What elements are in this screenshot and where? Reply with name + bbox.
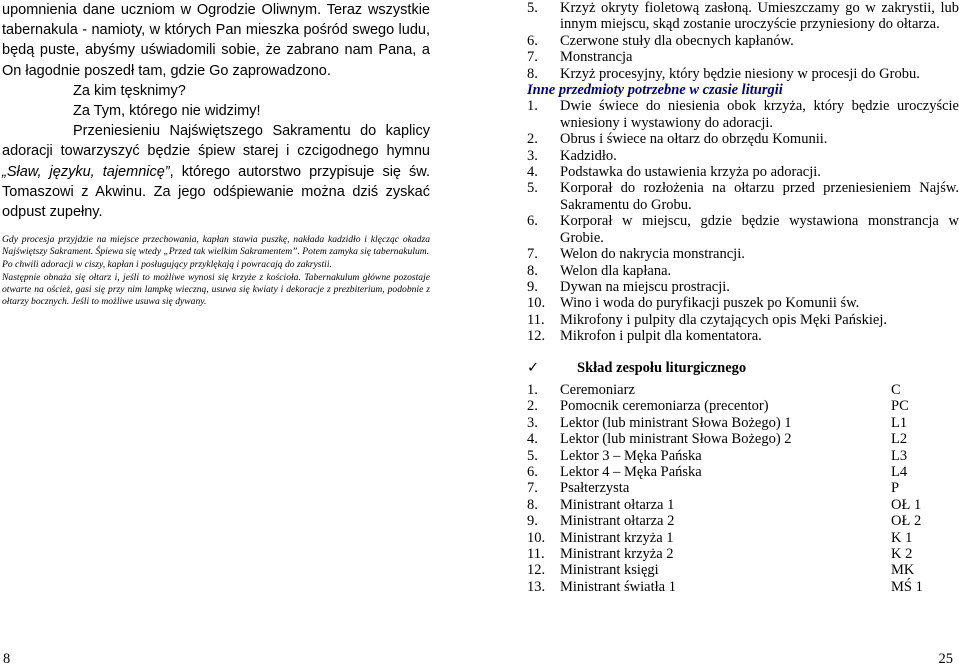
item-number: 5. (527, 180, 538, 197)
list-item (527, 279, 959, 295)
list-item (527, 180, 959, 213)
role-name: Pomocnik ceremoniarza (precentor) (560, 398, 769, 415)
question-line-1: Za kim tęsknimy? (73, 82, 186, 99)
item-number: 3. (527, 147, 538, 164)
list-item (527, 246, 959, 262)
role-row (527, 415, 959, 431)
item-number: 13. (527, 578, 546, 595)
item-number: 5. (527, 0, 538, 16)
list-item (527, 148, 959, 164)
page-number-left: 8 (3, 651, 11, 667)
role-name: Ministrant krzyża 1 (560, 529, 674, 546)
item-text: Mikrofon i pulpit dla komentatora. (560, 328, 762, 345)
role-code: PC (891, 398, 909, 415)
item-text: Kadzidło. (560, 147, 617, 164)
item-number: 10. (527, 295, 546, 312)
role-code: C (891, 381, 901, 398)
role-code: MŚ 1 (891, 578, 923, 595)
question-line-2: Za Tym, którego nie widzimy! (73, 103, 261, 120)
item-number: 2. (527, 398, 538, 415)
right-column (527, 0, 959, 595)
item-number: 3. (527, 414, 538, 431)
role-row (527, 398, 959, 414)
item-number: 9. (527, 278, 538, 295)
item-number: 7. (527, 49, 538, 66)
role-name: Lektor 3 – Męka Pańska (560, 447, 702, 464)
role-row (527, 546, 959, 562)
role-name: Ministrant ołtarza 2 (560, 513, 675, 530)
role-name: Psałterzysta (560, 480, 630, 497)
item-number: 4. (527, 431, 538, 448)
item-number: 7. (527, 246, 538, 263)
checkmark-icon: ✓ (527, 359, 540, 376)
item-text: Welon do nakrycia monstrancji. (560, 246, 745, 263)
role-name: Ministrant światła 1 (560, 578, 676, 595)
role-row (527, 530, 959, 546)
team-title: Skład zespołu liturgicznego (577, 359, 747, 376)
list-item (527, 312, 959, 328)
hymn-title: „Sław, języku, tajemnicę” (2, 163, 170, 180)
intro-paragraph: upomnienia dane uczniom w Ogrodzie Oliwnym. Teraz wszystkie tabernakula - namioty, w których Pan mieszka pośród swego ludu, będą puste, abyśmy uświadomili sobie, że zabrano nam Pana, a On łagodnie poszedł tam, gdzie Go zaprowadzono. (2, 2, 430, 79)
item-number: 8. (527, 496, 538, 513)
role-code: P (891, 480, 900, 497)
item-text: Welon dla kapłana. (560, 262, 672, 279)
items-list-b (527, 98, 959, 344)
section-title: Inne przedmioty potrzebne w czasie liturgii (527, 82, 783, 99)
item-text: Mikrofony i pulpity dla czytających opis Męki Pańskiej. (560, 311, 887, 328)
role-name: Ministrant ołtarza 1 (560, 496, 675, 513)
item-number: 4. (527, 164, 538, 181)
item-number: 1. (527, 381, 538, 398)
role-code: OŁ 1 (891, 496, 922, 513)
list-item (527, 164, 959, 180)
role-code: L2 (891, 431, 908, 448)
item-number: 12. (527, 562, 546, 579)
list-item (527, 33, 959, 49)
list-item (527, 98, 959, 131)
list-item (527, 66, 959, 82)
item-text: Krzyż procesyjny, który będzie niesiony w procesji do Grobu. (560, 65, 920, 82)
rubric-block (2, 234, 430, 308)
role-code: L3 (891, 447, 908, 464)
item-number: 12. (527, 328, 546, 345)
list-item (527, 131, 959, 147)
role-name: Ceremoniarz (560, 381, 635, 398)
left-column (2, 0, 430, 309)
role-name: Lektor 4 – Męka Pańska (560, 463, 702, 480)
list-item (527, 0, 959, 33)
role-name: Lektor (lub ministrant Słowa Bożego) 2 (560, 431, 792, 448)
item-text: Obrus i świece na ołtarz do obrzędu Komunii. (560, 131, 828, 148)
role-row (527, 513, 959, 529)
rubric-text: Następnie obnaża się ołtarz i, jeśli to możliwe wynosi się krzyże z kościoła. Tabernakulum główne pozostaje otwarte na oścież, gasi się przy nim lampkę wieczną, usuwa się kwiaty i dekoracje z prezbiterium, podobnie z ołtarzy bocznych. Jeśli to możliwe usuwa się dywany. (2, 272, 430, 308)
role-code: OŁ 2 (891, 513, 922, 530)
item-text: Krzyż okryty fioletową zasłoną. Umieszczamy go w zakrystii, lub innym miejscu, skąd zostanie uroczyście przyniesiony do ołtarza. (560, 0, 959, 33)
item-number: 7. (527, 480, 538, 497)
item-text: Korporał w miejscu, gdzie będzie wystawiona monstrancja w Grobie. (560, 213, 959, 246)
role-code: L1 (891, 414, 908, 431)
roles-list (527, 382, 959, 595)
role-name: Lektor (lub ministrant Słowa Bożego) 1 (560, 414, 792, 431)
item-text: Czerwone stuły dla obecnych kapłanów. (560, 32, 794, 49)
items-list-a (527, 0, 959, 82)
role-row (527, 579, 959, 595)
role-code: L4 (891, 463, 908, 480)
role-name: Ministrant księgi (560, 562, 659, 579)
page-number-right: 25 (938, 651, 953, 667)
item-number: 6. (527, 213, 538, 230)
item-number: 6. (527, 463, 538, 480)
item-number: 8. (527, 262, 538, 279)
item-text: Monstrancja (560, 49, 633, 66)
list-item (527, 49, 959, 65)
item-number: 9. (527, 513, 538, 530)
role-row (527, 497, 959, 513)
role-name: Ministrant krzyża 2 (560, 546, 674, 562)
role-code: MK (891, 562, 915, 579)
list-item (527, 263, 959, 279)
team-heading (527, 360, 959, 376)
hymn-paragraph-pre: Przeniesieniu Najświętszego Sakramentu do kaplicy adoracji towarzyszyć będzie śpiew starej i czcigodnego hymnu (2, 123, 430, 160)
role-row (527, 382, 959, 398)
role-row (527, 480, 959, 496)
item-number: 1. (527, 98, 538, 115)
item-number: 8. (527, 65, 538, 82)
item-text: Wino i woda do puryfikacji puszek po Komunii św. (560, 295, 860, 312)
list-item (527, 295, 959, 311)
role-code: K 2 (891, 546, 913, 562)
item-number: 5. (527, 447, 538, 464)
item-text: Dywan na miejscu prostracji. (560, 278, 730, 295)
role-row (527, 562, 959, 578)
role-row (527, 431, 959, 447)
role-row (527, 464, 959, 480)
item-number: 10. (527, 529, 546, 546)
item-text: Podstawka do ustawienia krzyża po adoracji. (560, 164, 821, 181)
hymn-paragraph (2, 121, 430, 222)
role-code: K 1 (891, 529, 913, 546)
item-number: 11. (527, 311, 545, 328)
item-number: 11. (527, 546, 545, 562)
item-number: 2. (527, 131, 538, 148)
item-number: 6. (527, 32, 538, 49)
item-text: Korporał do rozłożenia na ołtarzu przed przeniesieniem Najśw. Sakramentu do Grobu. (560, 180, 959, 213)
hymn-paragraph-post: , którego autorstwo przypisuje się św. Tomaszowi z Akwinu. Za jego odśpiewanie można dziś zyskać odpust zupełny. (2, 163, 430, 221)
item-text: Dwie świece do niesienia obok krzyża, który będzie uroczyście wniesiony i wystawiony do adoracji. (560, 98, 959, 131)
list-item (527, 213, 959, 246)
role-row (527, 448, 959, 464)
list-item (527, 328, 959, 344)
rubric-text: Gdy procesja przyjdzie na miejsce przechowania, kapłan stawia puszkę, nakłada kadzidło i klęcząc okadza Najświętszy Sakrament. Śpiewa się wtedy „Przed tak wielkim Sakramentem”. Potem zamyka się tabernakulum. (2, 234, 430, 258)
rubric-text: Po chwili adoracji w ciszy, kapłan i posługujący przyklękają i powracają do zakrystii. (2, 259, 332, 271)
